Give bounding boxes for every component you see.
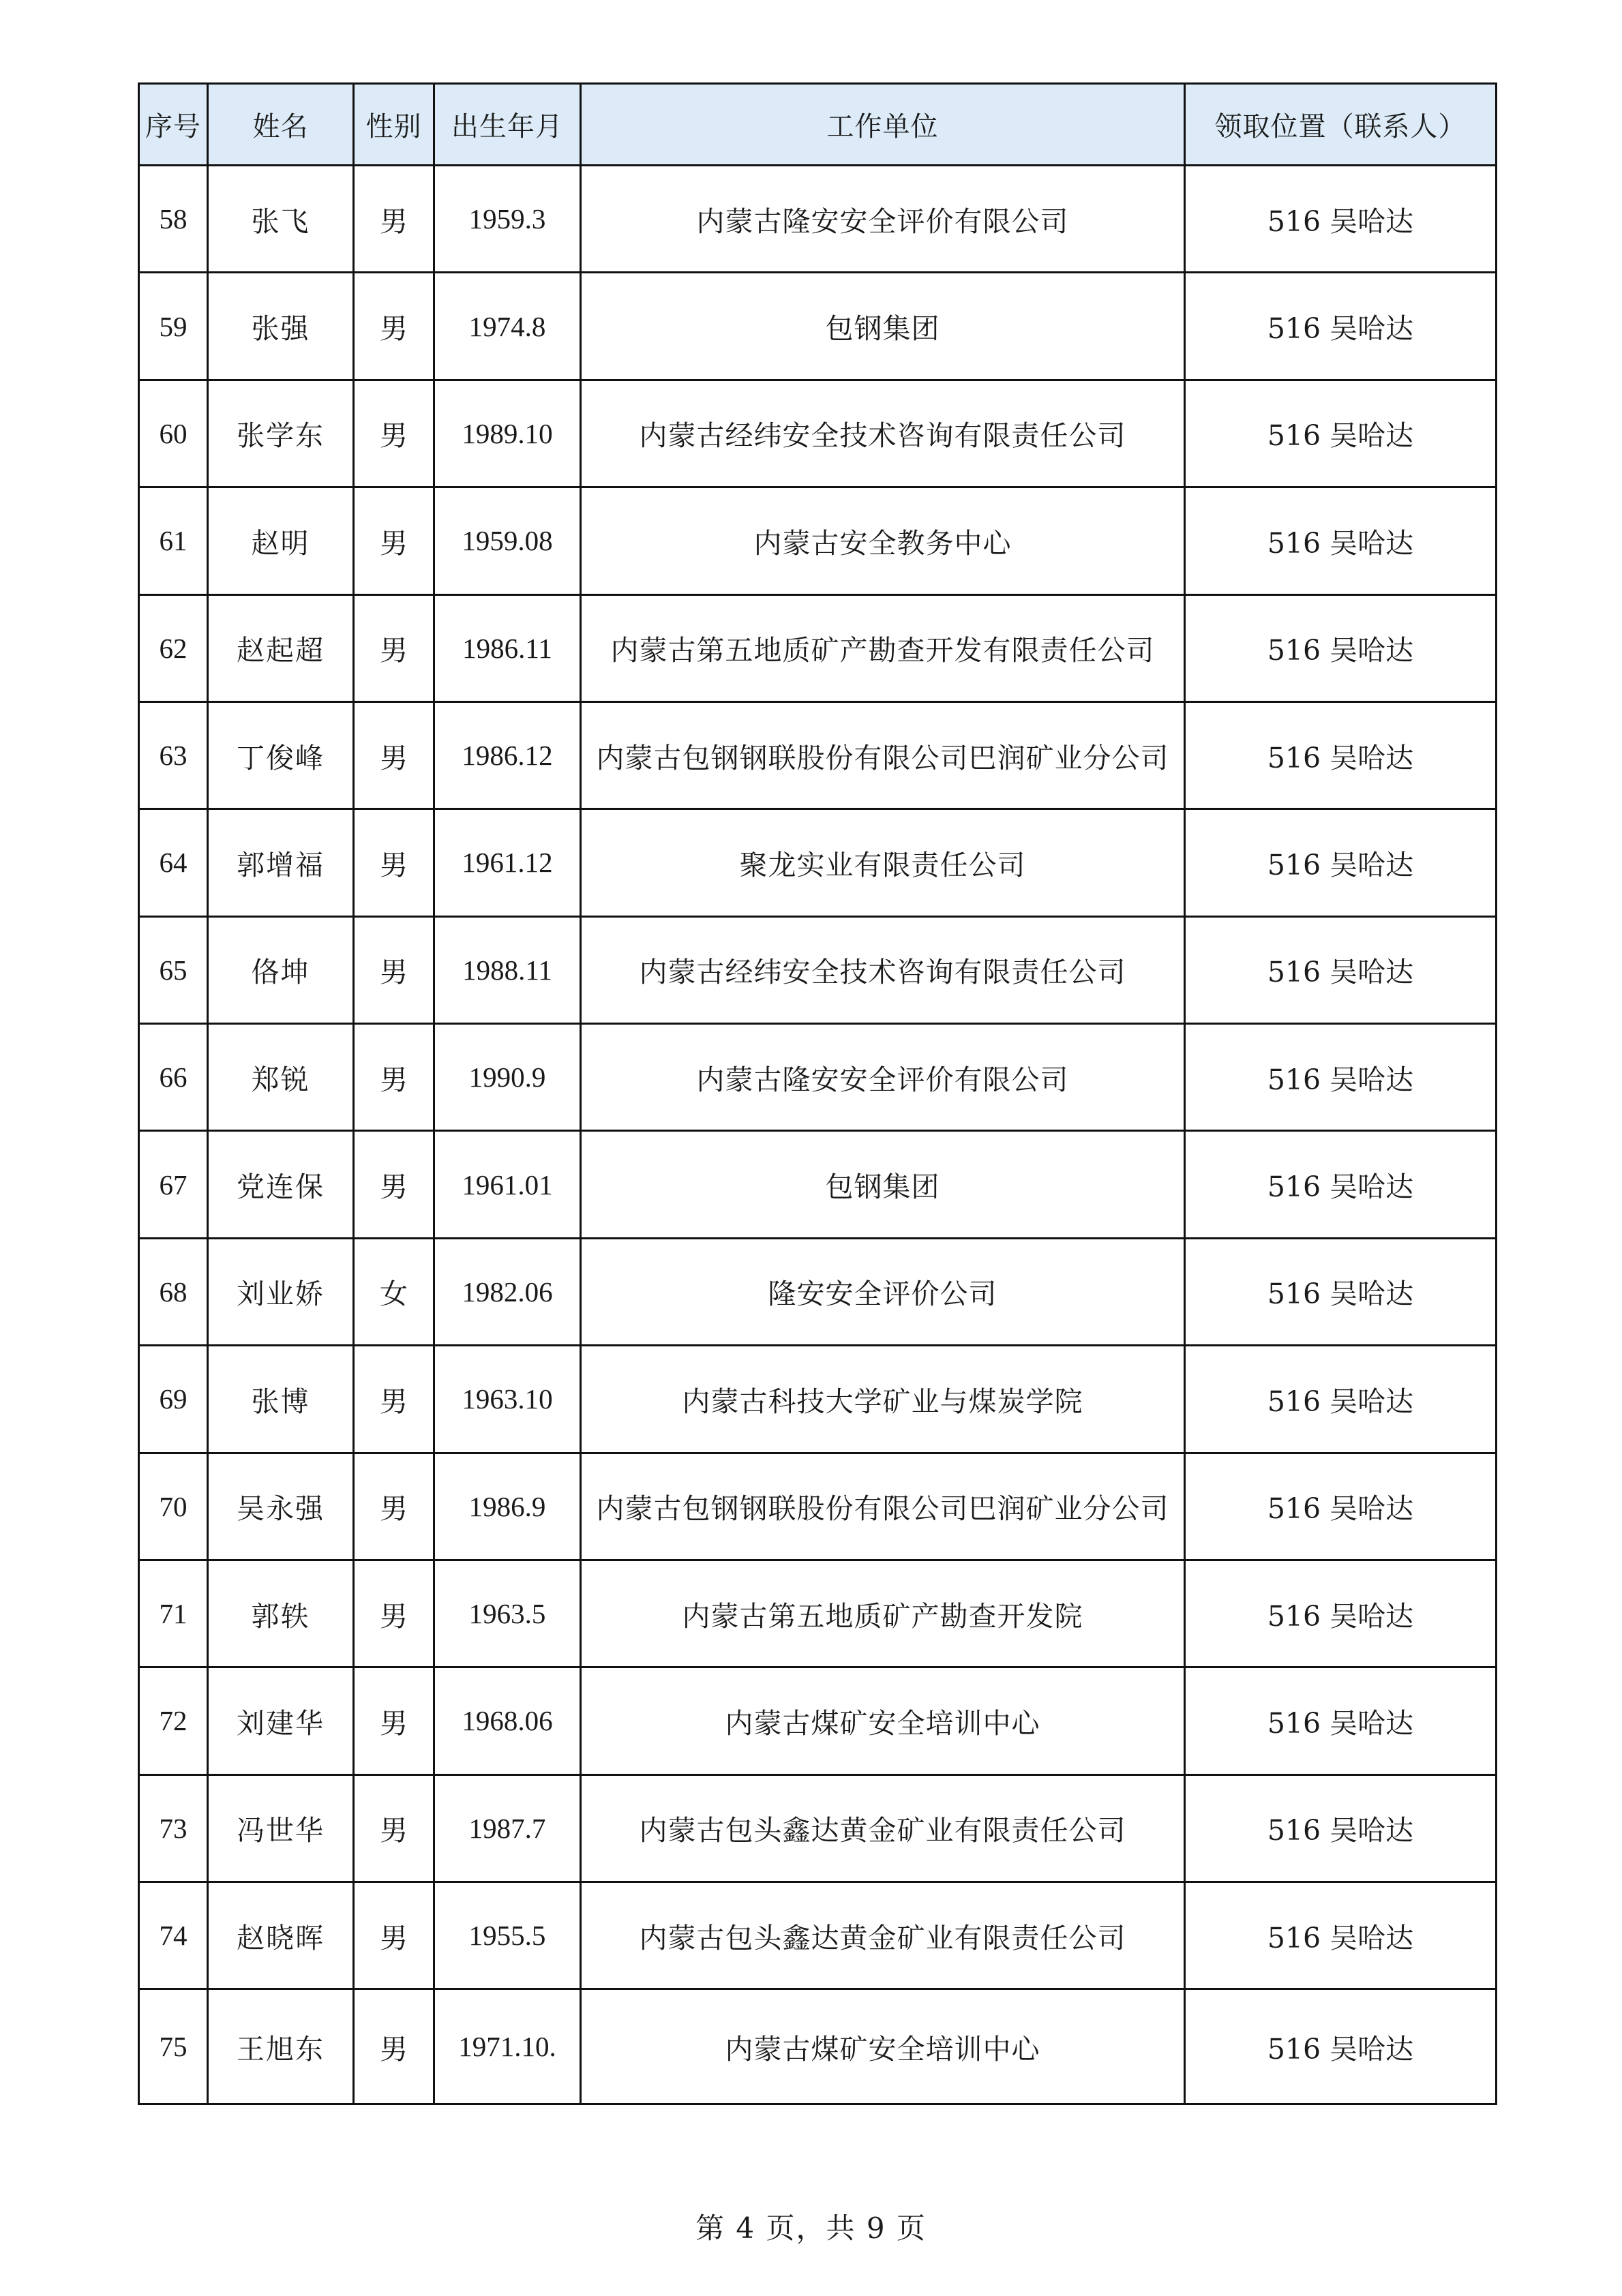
cell-org: 内蒙古包钢钢联股份有限公司巴润矿业分公司 <box>581 1453 1185 1560</box>
table-row <box>139 809 1497 916</box>
cell-name: 丁俊峰 <box>208 701 354 809</box>
cell-name: 刘业娇 <box>208 1238 354 1345</box>
cell-pickup: 516 吴哈达 <box>1185 1131 1497 1238</box>
cell-no: 62 <box>139 594 208 701</box>
cell-gender: 男 <box>354 1453 434 1560</box>
cell-gender: 男 <box>354 594 434 701</box>
header-row <box>139 84 1497 166</box>
cell-name: 张强 <box>208 273 354 380</box>
cell-birth: 1974.8 <box>434 273 581 380</box>
cell-org: 隆安安全评价公司 <box>581 1238 1185 1345</box>
table-row <box>139 166 1497 273</box>
cell-no: 73 <box>139 1774 208 1882</box>
cell-no: 67 <box>139 1131 208 1238</box>
cell-gender: 男 <box>354 809 434 916</box>
cell-no: 58 <box>139 166 208 273</box>
table-row <box>139 916 1497 1023</box>
cell-pickup: 516 吴哈达 <box>1185 1238 1497 1345</box>
header-pickup: 领取位置（联系人） <box>1185 84 1497 166</box>
cell-org: 内蒙古科技大学矿业与煤炭学院 <box>581 1346 1185 1453</box>
cell-pickup: 516 吴哈达 <box>1185 1882 1497 1989</box>
cell-gender: 男 <box>354 1560 434 1667</box>
cell-gender: 男 <box>354 701 434 809</box>
cell-org: 内蒙古煤矿安全培训中心 <box>581 1989 1185 2104</box>
cell-birth: 1963.10 <box>434 1346 581 1453</box>
table-row <box>139 594 1497 701</box>
table-row <box>139 701 1497 809</box>
cell-pickup: 516 吴哈达 <box>1185 701 1497 809</box>
table-row <box>139 273 1497 380</box>
cell-name: 党连保 <box>208 1131 354 1238</box>
cell-gender: 男 <box>354 1131 434 1238</box>
cell-name: 赵晓晖 <box>208 1882 354 1989</box>
cell-pickup: 516 吴哈达 <box>1185 594 1497 701</box>
cell-org: 内蒙古经纬安全技术咨询有限责任公司 <box>581 916 1185 1023</box>
cell-pickup: 516 吴哈达 <box>1185 487 1497 594</box>
cell-pickup: 516 吴哈达 <box>1185 1667 1497 1774</box>
cell-no: 74 <box>139 1882 208 1989</box>
cell-birth: 1959.3 <box>434 166 581 273</box>
cell-org: 内蒙古隆安安全评价有限公司 <box>581 1024 1185 1131</box>
cell-no: 60 <box>139 380 208 487</box>
cell-gender: 女 <box>354 1238 434 1345</box>
cell-birth: 1988.11 <box>434 916 581 1023</box>
table-row <box>139 1882 1497 1989</box>
table-row <box>139 1774 1497 1882</box>
cell-org: 内蒙古安全教务中心 <box>581 487 1185 594</box>
cell-name: 冯世华 <box>208 1774 354 1882</box>
page-footer: 第 4 页，共 9 页 <box>695 2211 927 2245</box>
cell-gender: 男 <box>354 1346 434 1453</box>
cell-name: 赵起超 <box>208 594 354 701</box>
cell-org: 内蒙古包头鑫达黄金矿业有限责任公司 <box>581 1882 1185 1989</box>
cell-birth: 1968.06 <box>434 1667 581 1774</box>
table-row <box>139 1453 1497 1560</box>
table-row <box>139 1346 1497 1453</box>
table-row <box>139 1989 1497 2104</box>
cell-name: 郭增福 <box>208 809 354 916</box>
cell-pickup: 516 吴哈达 <box>1185 1989 1497 2104</box>
cell-pickup: 516 吴哈达 <box>1185 1346 1497 1453</box>
cell-birth: 1971.10. <box>434 1989 581 2104</box>
cell-no: 70 <box>139 1453 208 1560</box>
cell-birth: 1990.9 <box>434 1024 581 1131</box>
table-row <box>139 380 1497 487</box>
cell-pickup: 516 吴哈达 <box>1185 166 1497 273</box>
cell-org: 包钢集团 <box>581 273 1185 380</box>
cell-gender: 男 <box>354 380 434 487</box>
cell-gender: 男 <box>354 1989 434 2104</box>
cell-birth: 1987.7 <box>434 1774 581 1882</box>
table-row <box>139 1024 1497 1131</box>
roster-sheet <box>138 82 1495 2105</box>
cell-birth: 1963.5 <box>434 1560 581 1667</box>
cell-no: 65 <box>139 916 208 1023</box>
cell-no: 59 <box>139 273 208 380</box>
table-row <box>139 1560 1497 1667</box>
cell-birth: 1961.12 <box>434 809 581 916</box>
cell-birth: 1986.11 <box>434 594 581 701</box>
cell-pickup: 516 吴哈达 <box>1185 809 1497 916</box>
cell-no: 64 <box>139 809 208 916</box>
cell-birth: 1989.10 <box>434 380 581 487</box>
cell-gender: 男 <box>354 273 434 380</box>
cell-name: 郑锐 <box>208 1024 354 1131</box>
table-row <box>139 487 1497 594</box>
cell-name: 郭轶 <box>208 1560 354 1667</box>
cell-gender: 男 <box>354 1774 434 1882</box>
header-name: 姓名 <box>208 84 354 166</box>
cell-no: 66 <box>139 1024 208 1131</box>
cell-gender: 男 <box>354 1667 434 1774</box>
cell-name: 张博 <box>208 1346 354 1453</box>
cell-birth: 1959.08 <box>434 487 581 594</box>
roster-body <box>139 166 1497 2104</box>
roster-table <box>138 82 1497 2105</box>
header-org: 工作单位 <box>581 84 1185 166</box>
cell-pickup: 516 吴哈达 <box>1185 1560 1497 1667</box>
cell-gender: 男 <box>354 916 434 1023</box>
cell-gender: 男 <box>354 1024 434 1131</box>
table-row <box>139 1131 1497 1238</box>
cell-birth: 1982.06 <box>434 1238 581 1345</box>
cell-no: 72 <box>139 1667 208 1774</box>
cell-org: 包钢集团 <box>581 1131 1185 1238</box>
cell-org: 内蒙古第五地质矿产勘查开发有限责任公司 <box>581 594 1185 701</box>
cell-org: 聚龙实业有限责任公司 <box>581 809 1185 916</box>
header-birth: 出生年月 <box>434 84 581 166</box>
cell-name: 张学东 <box>208 380 354 487</box>
cell-org: 内蒙古隆安安全评价有限公司 <box>581 166 1185 273</box>
cell-birth: 1986.12 <box>434 701 581 809</box>
cell-name: 赵明 <box>208 487 354 594</box>
cell-no: 61 <box>139 487 208 594</box>
cell-org: 内蒙古第五地质矿产勘查开发院 <box>581 1560 1185 1667</box>
cell-pickup: 516 吴哈达 <box>1185 273 1497 380</box>
cell-name: 王旭东 <box>208 1989 354 2104</box>
cell-pickup: 516 吴哈达 <box>1185 916 1497 1023</box>
cell-birth: 1986.9 <box>434 1453 581 1560</box>
cell-name: 佫坤 <box>208 916 354 1023</box>
cell-org: 内蒙古包钢钢联股份有限公司巴润矿业分公司 <box>581 701 1185 809</box>
table-row <box>139 1667 1497 1774</box>
cell-no: 69 <box>139 1346 208 1453</box>
cell-gender: 男 <box>354 1882 434 1989</box>
cell-pickup: 516 吴哈达 <box>1185 380 1497 487</box>
cell-birth: 1955.5 <box>434 1882 581 1989</box>
cell-no: 63 <box>139 701 208 809</box>
cell-name: 刘建华 <box>208 1667 354 1774</box>
cell-pickup: 516 吴哈达 <box>1185 1453 1497 1560</box>
header-gender: 性别 <box>354 84 434 166</box>
table-row <box>139 1238 1497 1345</box>
cell-org: 内蒙古煤矿安全培训中心 <box>581 1667 1185 1774</box>
header-no: 序号 <box>139 84 208 166</box>
cell-pickup: 516 吴哈达 <box>1185 1774 1497 1882</box>
cell-name: 张飞 <box>208 166 354 273</box>
cell-birth: 1961.01 <box>434 1131 581 1238</box>
cell-pickup: 516 吴哈达 <box>1185 1024 1497 1131</box>
cell-org: 内蒙古包头鑫达黄金矿业有限责任公司 <box>581 1774 1185 1882</box>
cell-name: 吴永强 <box>208 1453 354 1560</box>
cell-no: 75 <box>139 1989 208 2104</box>
cell-no: 71 <box>139 1560 208 1667</box>
cell-org: 内蒙古经纬安全技术咨询有限责任公司 <box>581 380 1185 487</box>
cell-gender: 男 <box>354 166 434 273</box>
cell-no: 68 <box>139 1238 208 1345</box>
cell-gender: 男 <box>354 487 434 594</box>
